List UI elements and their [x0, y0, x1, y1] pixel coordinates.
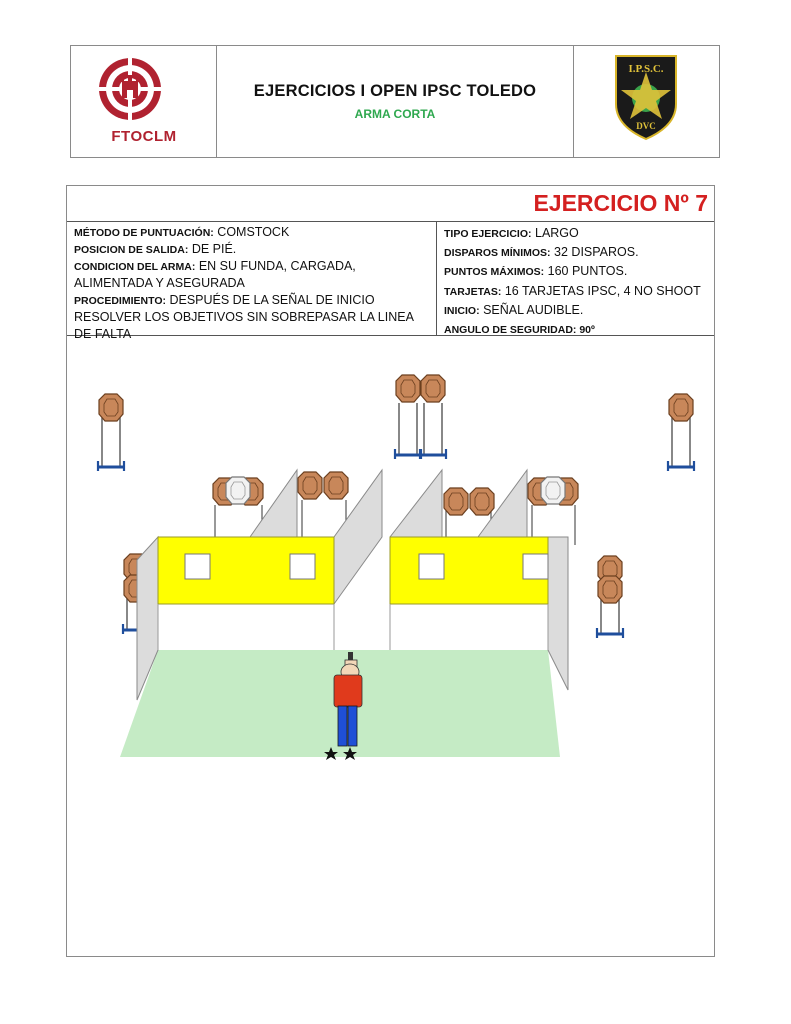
ftoclm-logo-text: FTOCLM — [111, 128, 177, 145]
info-row: PROCEDIMIENTO: DESPUÉS DE LA SEÑAL DE INICIO — [74, 293, 375, 307]
ipsc-target — [598, 576, 622, 603]
no-shoot-target — [541, 477, 565, 504]
left-logo-cell — [71, 46, 217, 157]
yellow-wall-right — [390, 537, 548, 604]
yellow-wall-left — [158, 537, 334, 604]
no-shoot-target — [226, 477, 250, 504]
wall-port — [419, 554, 444, 579]
info-row: DE FALTA — [74, 327, 132, 341]
ipsc-target — [444, 488, 468, 515]
page-title: EJERCICIOS I OPEN IPSC TOLEDO — [253, 82, 537, 100]
info-row: ALIMENTADA Y ASEGURADA — [74, 276, 245, 290]
info-row: ANGULO DE SEGURIDAD: 90º — [444, 324, 595, 337]
target-stand-far-center — [394, 375, 447, 459]
ipsc-target — [669, 394, 693, 421]
wall-port — [185, 554, 210, 579]
ipsc-target — [298, 472, 322, 499]
page-subtitle: ARMA CORTA — [354, 107, 436, 121]
ipsc-monogram-text: DVC — [636, 121, 656, 131]
info-row: POSICION DE SALIDA: DE PIÉ. — [74, 242, 237, 256]
info-row: DISPAROS MÍNIMOS: 32 DISPAROS. — [444, 245, 639, 260]
wall-supports — [158, 604, 548, 650]
exercise-title: EJERCICIO Nº 7 — [533, 190, 708, 216]
wall-port — [523, 554, 548, 579]
ipsc-target — [324, 472, 348, 499]
ipsc-logo-icon — [574, 46, 719, 157]
info-row: TARJETAS: 16 TARJETAS IPSC, 4 NO SHOOT — [444, 283, 701, 298]
right-logo-cell — [574, 46, 719, 157]
info-row: TIPO EJERCICIO: LARGO — [444, 226, 579, 240]
target-stand-far-right — [667, 394, 695, 471]
header-title-cell — [217, 46, 574, 157]
info-row: CONDICION DEL ARMA: EN SU FUNDA, CARGADA, — [74, 259, 356, 273]
info-row: RESOLVER LOS OBJETIVOS SIN SOBREPASAR LA LINEA — [74, 310, 414, 324]
ipsc-target — [99, 394, 123, 421]
document-header — [70, 45, 720, 158]
targets-side-right — [596, 556, 624, 638]
info-left-column — [67, 222, 437, 341]
info-row: MÉTODO DE PUNTUACIÓN: COMSTOCK — [74, 225, 290, 239]
info-right-column — [437, 222, 714, 335]
info-row: PUNTOS MÁXIMOS: 160 PUNTOS. — [444, 264, 628, 279]
stage-diagram — [66, 335, 715, 775]
ipsc-target — [396, 375, 420, 402]
wall-port — [290, 554, 315, 579]
target-stand-far-left — [97, 394, 125, 471]
ipsc-target — [470, 488, 494, 515]
info-row: INICIO: SEÑAL AUDIBLE. — [444, 302, 584, 317]
exercise-info-table — [67, 221, 714, 341]
ipsc-target — [421, 375, 445, 402]
ipsc-logo-text: I.P.S.C. — [628, 63, 664, 75]
